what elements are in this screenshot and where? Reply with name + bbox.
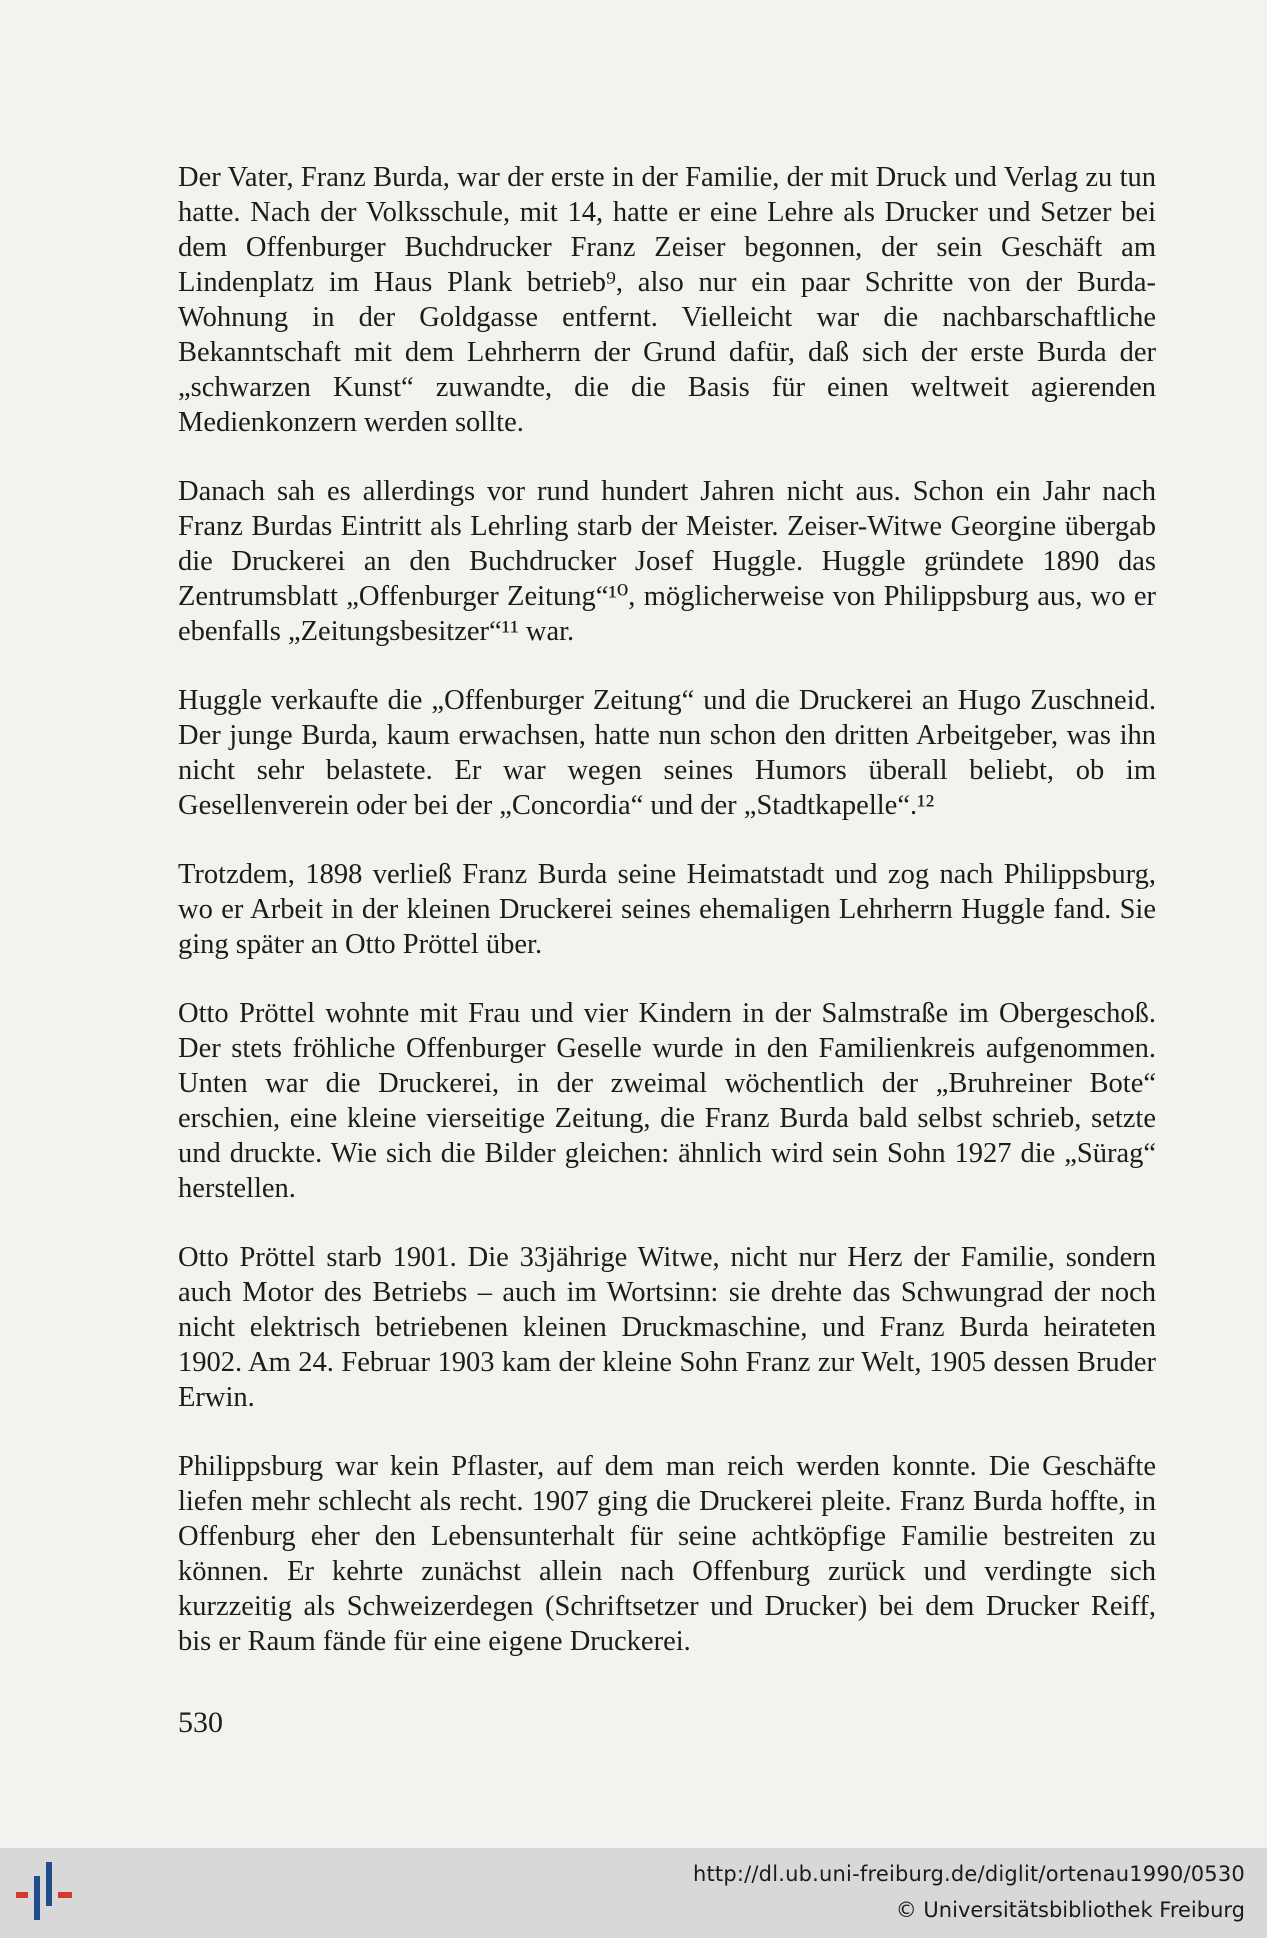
paragraph-3: Huggle verkaufte die „Offenburger Zeitung“ und die Druckerei an Hugo Zuschneid. Der junge Burda, kaum erwachsen, hatte nun schon den dritten Arbeitgeber, was ihn nicht sehr belastete. Er war wegen seines Humors überall beliebt, ob im Gesellenverein oder bei der „Concordia“ und der „Stadtkapelle“.¹² xyxy=(178,685,1156,821)
body-text xyxy=(178,160,1156,1693)
paragraph-2: Danach sah es allerdings vor rund hundert Jahren nicht aus. Schon ein Jahr nach Franz Burdas Eintritt als Lehrling starb der Meister. Zeiser-Witwe Georgine übergab die Druckerei an den Buchdrucker Josef Huggle. Huggle gründete 1890 das Zentrumsblatt „Offenburger Zeitung“¹⁰, möglicherweise von Philippsburg aus, wo er ebenfalls „Zeitungsbesitzer“¹¹ war. xyxy=(178,476,1156,647)
page-number: 530 xyxy=(178,1706,223,1739)
ub-freiburg-logo-icon[interactable] xyxy=(10,1862,80,1928)
paragraph-6: Otto Pröttel starb 1901. Die 33jährige Witwe, nicht nur Herz der Familie, sondern auch Motor des Betriebs – auch im Wortsinn: sie drehte das Schwungrad der noch nicht elektrisch betriebenen kleinen Druckmaschine, und Franz Burda heirateten 1902. Am 24. Februar 1903 kam der kleine Sohn Franz zur Welt, 1905 dessen Bruder Erwin. xyxy=(178,1242,1156,1413)
paragraph-5: Otto Pröttel wohnte mit Frau und vier Kindern in der Salmstraße im Obergeschoß. Der stets fröhliche Offenburger Geselle wurde in den Familienkreis aufgenommen. Unten war die Druckerei, in der zweimal wöchentlich der „Bruhreiner Bote“ erschien, eine kleine vierseitige Zeitung, die Franz Burda bald selbst schrieb, setzte und druckte. Wie sich die Bilder gleichen: ähnlich wird sein Sohn 1927 die „Sürag“ herstellen. xyxy=(178,998,1156,1204)
paragraph-1: Der Vater, Franz Burda, war der erste in der Familie, der mit Druck und Verlag zu tun hatte. Nach der Volksschule, mit 14, hatte er eine Lehre als Drucker und Setzer bei dem Offenburger Buchdrucker Franz Zeiser begonnen, der sein Geschäft am Lindenplatz im Haus Plank betrieb⁹, also nur ein paar Schritte von der Burda-Wohnung in der Goldgasse entfernt. Vielleicht war die nachbarschaftliche Bekanntschaft mit dem Lehrherrn der Grund dafür, daß sich der erste Burda der „schwarzen Kunst“ zuwandte, die die Basis für einen weltweit agierenden Medienkonzern werden sollte. xyxy=(178,162,1156,438)
permalink-url[interactable]: http://dl.ub.uni-freiburg.de/diglit/ortenau1990/0530 xyxy=(692,1862,1245,1886)
paragraph-7: Philippsburg war kein Pflaster, auf dem man reich werden konnte. Die Geschäfte liefen mehr schlecht als recht. 1907 ging die Druckerei pleite. Franz Burda hoffte, in Offenburg eher den Lebensunterhalt für seine achtköpfige Familie bestreiten zu können. Er kehrte zunächst allein nach Offenburg zurück und verdingte sich kurzzeitig als Schweizerdegen (Schriftsetzer und Drucker) bei dem Drucker Reiff, bis er Raum fände für eine eigene Druckerei. xyxy=(178,1451,1156,1657)
viewer-footer xyxy=(0,1848,1267,1938)
copyright-notice: © Universitätsbibliothek Freiburg xyxy=(895,1898,1245,1922)
paragraph-4: Trotzdem, 1898 verließ Franz Burda seine Heimatstadt und zog nach Philippsburg, wo er Arbeit in der kleinen Druckerei seines ehemaligen Lehrherrn Huggle fand. Sie ging später an Otto Pröttel über. xyxy=(178,859,1156,960)
